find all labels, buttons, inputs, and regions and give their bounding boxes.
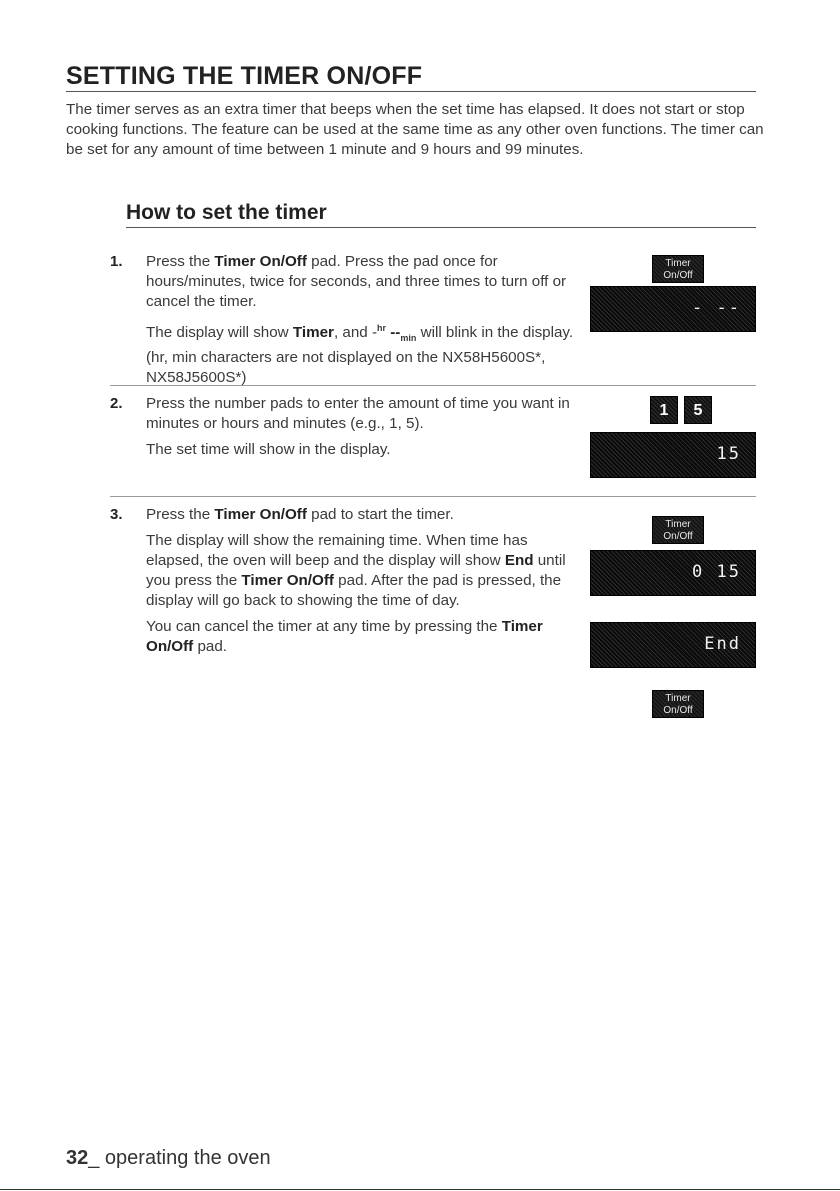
section-subheading: How to set the timer [126,200,756,228]
step-body [146,394,586,466]
lcd-display-icon: 15 [590,432,756,478]
page-footer: 32_ operating the oven [66,1147,271,1169]
timer-on-off-icon: Timer On/Off [652,516,704,544]
step-paragraph: Press the number pads to enter the amount of time you want in minutes or hours and minutes (e.g., 1, 5). [146,395,570,432]
step-paragraph: The set time will show in the display. [146,441,391,458]
page-heading: SETTING THE TIMER ON/OFF [66,62,756,92]
timer-on-off-icon: Timer On/Off [652,690,704,718]
timer-on-off-icon: Timer On/Off [652,255,704,283]
step-number: 2. [110,395,123,412]
step-body [146,252,586,394]
intro-paragraph: The timer serves as an extra timer that beeps when the set time has elapsed. It does not start or stop cooking functions. The feature can be used at the same time as any other oven functions. The timer can be set for any amount of time between 1 minute and 9 hours and 99 minutes. [66,101,764,158]
lcd-display-icon: 0 15 [590,550,756,596]
divider [110,496,756,497]
lcd-display-icon: End [590,622,756,668]
divider [110,385,756,386]
step-body [146,505,586,663]
lcd-display-icon: - -- [590,286,756,332]
step-paragraph: Press the Timer On/Off pad to start the timer. [146,506,454,523]
number-1-key-icon: 1 [650,396,678,424]
step-paragraph: Press the Timer On/Off pad. Press the pad once for hours/minutes, twice for seconds, and three times to turn off or cancel the timer. [146,253,567,310]
footer-rule [0,1189,840,1190]
step-paragraph: You can cancel the timer at any time by pressing the Timer On/Off pad. [146,618,543,655]
step-number: 1. [110,253,123,270]
number-5-key-icon: 5 [684,396,712,424]
step-paragraph: The display will show the remaining time. When time has elapsed, the oven will beep and the display will show End until you press the Timer On/Off pad. After the pad is pressed, the display will go back to showing the time of day. [146,532,566,609]
step-paragraph: The display will show Timer, and -$^{hr}$ $--_{min}$ will blink in the display. (hr, min characters are not displayed on the NX58H5600S*, NX58J5600S*) [146,323,574,387]
step-number: 3. [110,506,123,523]
